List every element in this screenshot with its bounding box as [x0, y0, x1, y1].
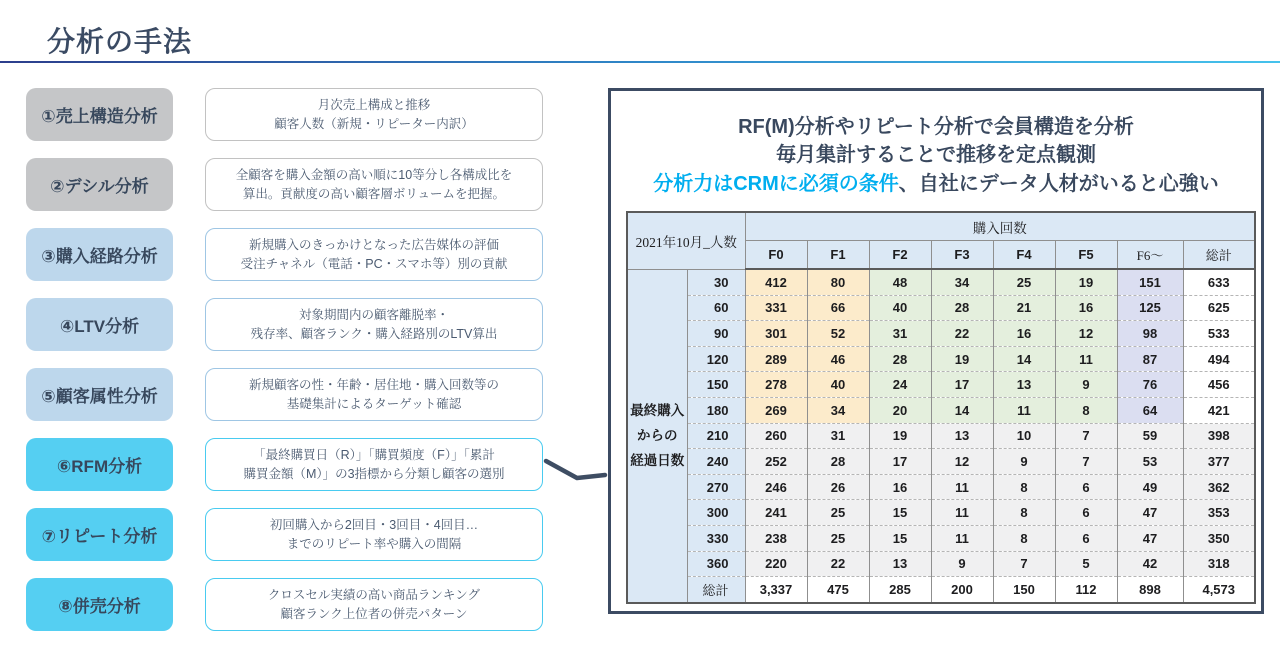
- table-cell: 9: [993, 449, 1055, 475]
- table-row-360: [627, 551, 1255, 577]
- table-cell: 151: [1117, 269, 1183, 295]
- table-cell: 40: [807, 372, 869, 398]
- table-cell: 9: [1055, 372, 1117, 398]
- method-desc-line: クロスセル実績の高い商品ランキング: [267, 587, 481, 602]
- method-row-6: [26, 438, 543, 491]
- row-group-line: からの: [637, 428, 678, 444]
- method-desc-3: [205, 228, 543, 281]
- table-cell: 28: [931, 295, 993, 321]
- row-group-line: 経過日数: [630, 453, 685, 469]
- table-cell: 11: [931, 500, 993, 526]
- row-label: 90: [687, 321, 745, 347]
- table-cell: 6: [1055, 500, 1117, 526]
- table-cell: 8: [993, 525, 1055, 551]
- method-desc-line: 残存率、顧客ランク・購入経路別のLTV算出: [250, 326, 498, 341]
- table-row-330: [627, 525, 1255, 551]
- method-desc-4: [205, 298, 543, 351]
- column-header-F1: F1: [807, 241, 869, 270]
- table-cell: 12: [1055, 321, 1117, 347]
- table-cell: 16: [869, 474, 931, 500]
- table-cell: 28: [869, 346, 931, 372]
- table-cell: 6: [1055, 525, 1117, 551]
- table-cell: 200: [931, 577, 993, 603]
- method-row-1: [26, 88, 543, 141]
- table-cell: 26: [807, 474, 869, 500]
- table-header: [627, 212, 1255, 269]
- table-cell: 5: [1055, 551, 1117, 577]
- table-cell: 220: [745, 551, 807, 577]
- table-cell: 278: [745, 372, 807, 398]
- table-cell: 112: [1055, 577, 1117, 603]
- method-desc-line: 「最終購買日（R）」「購買頻度（F）」「累計: [253, 447, 495, 462]
- method-desc-line: 算出。貢献度の高い顧客層ボリュームを把握。: [242, 186, 506, 201]
- table-cell: 7: [1055, 449, 1117, 475]
- rfm-panel: [608, 88, 1264, 614]
- table-cell: 19: [869, 423, 931, 449]
- table-cell: 22: [931, 321, 993, 347]
- method-desc-line: 全顧客を購入金額の高い順に10等分し各構成比を: [235, 167, 513, 182]
- table-cell: 11: [993, 397, 1055, 423]
- row-label: 270: [687, 474, 745, 500]
- table-cell: 9: [931, 551, 993, 577]
- table-cell: 64: [1117, 397, 1183, 423]
- method-badge-1: ①売上構造分析: [26, 88, 173, 141]
- method-desc-line: 新規購入のきっかけとなった広告媒体の評価: [248, 237, 499, 252]
- row-group-label: [627, 269, 687, 603]
- method-desc-6: [205, 438, 543, 491]
- method-badge-6: ⑥RFM分析: [26, 438, 173, 491]
- table-cell: 13: [931, 423, 993, 449]
- method-row-8: [26, 578, 543, 631]
- table-cell: 241: [745, 500, 807, 526]
- row-label: 240: [687, 449, 745, 475]
- column-header-F6～: F6～: [1117, 241, 1183, 270]
- method-desc-line: 初回購入から2回目・3回目・4回目…: [269, 517, 479, 532]
- table-cell: 19: [931, 346, 993, 372]
- table-cell: 46: [807, 346, 869, 372]
- method-badge-4: ④LTV分析: [26, 298, 173, 351]
- table-row-90: [627, 321, 1255, 347]
- table-cell: 66: [807, 295, 869, 321]
- table-cell: 47: [1117, 525, 1183, 551]
- table-cell: 421: [1183, 397, 1255, 423]
- method-badge-8: ⑧併売分析: [26, 578, 173, 631]
- table-cell: 285: [869, 577, 931, 603]
- table-cell: 25: [993, 269, 1055, 295]
- method-desc-line: 基礎集計によるターゲット確認: [286, 396, 462, 411]
- column-header-F2: F2: [869, 241, 931, 270]
- table-cell: 238: [745, 525, 807, 551]
- method-desc-5: [205, 368, 543, 421]
- table-cell: 31: [869, 321, 931, 347]
- headline-line-1: RF(M)分析やリピート分析で会員構造を分析: [738, 116, 1134, 138]
- table-cell: 353: [1183, 500, 1255, 526]
- table-cell: 87: [1117, 346, 1183, 372]
- method-badge-5: ⑤顧客属性分析: [26, 368, 173, 421]
- column-header-F4: F4: [993, 241, 1055, 270]
- table-row-30: [627, 269, 1255, 295]
- row-group-line: 最終購入: [630, 403, 685, 419]
- table-cell: 475: [807, 577, 869, 603]
- method-row-4: [26, 298, 543, 351]
- table-cell: 14: [931, 397, 993, 423]
- table-cell: 301: [745, 321, 807, 347]
- table-row-300: [627, 500, 1255, 526]
- table-cell: 3,337: [745, 577, 807, 603]
- table-cell: 24: [869, 372, 931, 398]
- table-cell: 494: [1183, 346, 1255, 372]
- table-cell: 412: [745, 269, 807, 295]
- table-cell: 533: [1183, 321, 1255, 347]
- table-cell: 31: [807, 423, 869, 449]
- table-cell: 362: [1183, 474, 1255, 500]
- table-cell: 13: [993, 372, 1055, 398]
- table-cell: 53: [1117, 449, 1183, 475]
- table-cell: 4,573: [1183, 577, 1255, 603]
- table-cell: 76: [1117, 372, 1183, 398]
- table-cell: 11: [1055, 346, 1117, 372]
- page-title: 分析の手法: [47, 26, 193, 57]
- table-cell: 25: [807, 525, 869, 551]
- table-cell: 252: [745, 449, 807, 475]
- table-row-240: [627, 449, 1255, 475]
- method-desc-line: 購買金額（M）」の3指標から分類し顧客の選別: [243, 466, 505, 481]
- table-cell: 40: [869, 295, 931, 321]
- table-cell: 318: [1183, 551, 1255, 577]
- table-cell: 456: [1183, 372, 1255, 398]
- table-cell: 15: [869, 525, 931, 551]
- row-label: 60: [687, 295, 745, 321]
- method-desc-line: 受注チャネル（電話・PC・スマホ等）別の貢献: [240, 256, 508, 271]
- method-desc-1: [205, 88, 543, 141]
- table-row-180: [627, 397, 1255, 423]
- headline-line-2: 毎月集計することで推移を定点観測: [776, 144, 1096, 167]
- table-cell: 7: [1055, 423, 1117, 449]
- table-cell: 289: [745, 346, 807, 372]
- headline-highlight: 分析力はCRMに必須の条件: [653, 172, 899, 195]
- method-desc-7: [205, 508, 543, 561]
- table-body: [627, 269, 1255, 603]
- table-cell: 16: [993, 321, 1055, 347]
- table-cell: 10: [993, 423, 1055, 449]
- table-cell: 49: [1117, 474, 1183, 500]
- headline-rest: 、自社にデータ人材がいると心強い: [898, 172, 1219, 195]
- row-label: 30: [687, 269, 745, 295]
- method-desc-line: 顧客ランク上位者の併売パターン: [280, 606, 468, 621]
- table-cell: 625: [1183, 295, 1255, 321]
- method-row-7: [26, 508, 543, 561]
- table-cell: 11: [931, 525, 993, 551]
- table-cell: 28: [807, 449, 869, 475]
- table-cell: 269: [745, 397, 807, 423]
- table-row-210: [627, 423, 1255, 449]
- table-cell: 20: [869, 397, 931, 423]
- table-cell: 52: [807, 321, 869, 347]
- table-cell: 15: [869, 500, 931, 526]
- table-cell: 16: [1055, 295, 1117, 321]
- row-label: 150: [687, 372, 745, 398]
- table-cell: 13: [869, 551, 931, 577]
- table-row-150: [627, 372, 1255, 398]
- table-cell: 6: [1055, 474, 1117, 500]
- headline-line-3: [611, 170, 1261, 198]
- table-cell: 633: [1183, 269, 1255, 295]
- column-header-F3: F3: [931, 241, 993, 270]
- method-desc-line: 新規顧客の性・年齢・居住地・購入回数等の: [248, 377, 499, 392]
- table-row-60: [627, 295, 1255, 321]
- column-header-F5: F5: [1055, 241, 1117, 270]
- table-cell: 8: [993, 474, 1055, 500]
- method-desc-line: 月次売上構成と推移: [317, 97, 431, 112]
- table-cell: 377: [1183, 449, 1255, 475]
- method-desc-2: [205, 158, 543, 211]
- table-cell: 398: [1183, 423, 1255, 449]
- column-header-F0: F0: [745, 241, 807, 270]
- title-underline: [0, 61, 1280, 63]
- table-row-120: [627, 346, 1255, 372]
- table-cell: 98: [1117, 321, 1183, 347]
- method-desc-line: までのリピート率や購入の間隔: [286, 536, 462, 551]
- table-cell: 14: [993, 346, 1055, 372]
- method-desc-8: [205, 578, 543, 631]
- rfm-table: [626, 211, 1256, 604]
- table-corner-label: 2021年10月_人数: [627, 212, 745, 269]
- row-label: 360: [687, 551, 745, 577]
- row-label: 330: [687, 525, 745, 551]
- table-cell: 80: [807, 269, 869, 295]
- method-badge-2: ②デシル分析: [26, 158, 173, 211]
- table-cell: 47: [1117, 500, 1183, 526]
- method-row-3: [26, 228, 543, 281]
- table-cell: 22: [807, 551, 869, 577]
- table-cell: 150: [993, 577, 1055, 603]
- row-label: 180: [687, 397, 745, 423]
- table-cell: 19: [1055, 269, 1117, 295]
- table-cell: 42: [1117, 551, 1183, 577]
- table-row-270: [627, 474, 1255, 500]
- row-label: 300: [687, 500, 745, 526]
- table-cell: 48: [869, 269, 931, 295]
- method-badge-3: ③購入経路分析: [26, 228, 173, 281]
- table-cell: 350: [1183, 525, 1255, 551]
- table-cell: 59: [1117, 423, 1183, 449]
- table-cell: 21: [993, 295, 1055, 321]
- table-cell: 17: [869, 449, 931, 475]
- table-cell: 34: [931, 269, 993, 295]
- table-cell: 17: [931, 372, 993, 398]
- table-cell: 8: [1055, 397, 1117, 423]
- method-desc-line: 対象期間内の顧客離脱率・: [298, 307, 449, 322]
- table-cell: 7: [993, 551, 1055, 577]
- method-desc-line: 顧客人数（新規・リピーター内訳）: [274, 116, 474, 131]
- row-label: 総計: [687, 577, 745, 603]
- column-group-label: 購入回数: [745, 212, 1255, 241]
- table-cell: 260: [745, 423, 807, 449]
- header-row-group: [627, 212, 1255, 241]
- method-row-2: [26, 158, 543, 211]
- method-badge-7: ⑦リピート分析: [26, 508, 173, 561]
- row-label: 120: [687, 346, 745, 372]
- table-cell: 25: [807, 500, 869, 526]
- method-row-5: [26, 368, 543, 421]
- table-cell: 8: [993, 500, 1055, 526]
- table-cell: 34: [807, 397, 869, 423]
- table-cell: 246: [745, 474, 807, 500]
- panel-headline: [611, 113, 1261, 198]
- row-label: 210: [687, 423, 745, 449]
- table-cell: 898: [1117, 577, 1183, 603]
- table-cell: 11: [931, 474, 993, 500]
- method-list: [26, 88, 543, 648]
- table-cell: 331: [745, 295, 807, 321]
- table-row-総計: [627, 577, 1255, 603]
- table-cell: 12: [931, 449, 993, 475]
- column-header-総計: 総計: [1183, 241, 1255, 270]
- table-cell: 125: [1117, 295, 1183, 321]
